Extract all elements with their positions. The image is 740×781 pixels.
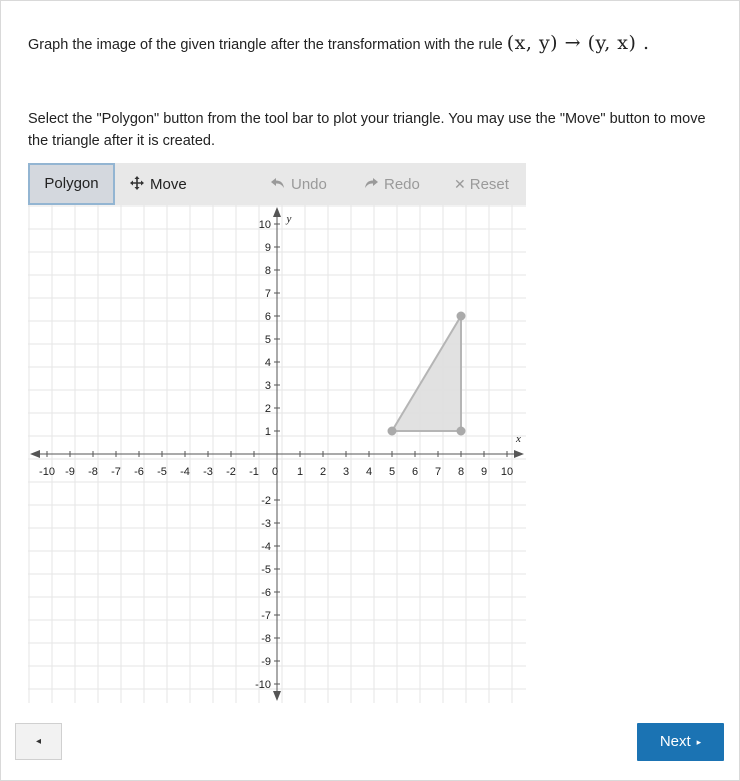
y-tick-label: 9 <box>264 242 271 254</box>
y-tick-label: 5 <box>264 334 271 346</box>
x-tick-label: 8 <box>457 466 465 478</box>
y-tick-label: -3 <box>261 518 271 530</box>
x-tick-label: 3 <box>342 466 350 478</box>
triangle-layer[interactable] <box>388 312 466 436</box>
next-button-label: Next <box>659 733 691 750</box>
undo-arrow-icon <box>271 163 285 205</box>
y-axis-up-arrow-icon <box>273 207 281 217</box>
x-tick-label: -5 <box>157 466 167 478</box>
y-tick-label: 3 <box>264 380 271 392</box>
y-tick-label: 2 <box>264 403 271 415</box>
origin-label: 0 <box>272 466 279 478</box>
x-tick-label: 7 <box>434 466 442 478</box>
x-tick-label: -10 <box>39 466 55 478</box>
y-tick-label: -2 <box>261 495 271 507</box>
y-tick-label: 7 <box>264 288 271 300</box>
x-tick-label: -2 <box>226 466 236 478</box>
triangle-vertex[interactable] <box>388 427 397 436</box>
coordinate-graph[interactable] <box>28 205 526 703</box>
y-tick-label: -6 <box>261 587 271 599</box>
polygon-button-label: Polygon <box>44 175 99 192</box>
y-tick-label: -8 <box>261 633 271 645</box>
y-axis-down-arrow-icon <box>273 691 281 701</box>
question-prompt <box>28 32 650 54</box>
x-tick-label: 1 <box>296 466 304 478</box>
graph-toolbar <box>28 163 526 205</box>
y-tick-label: 8 <box>264 265 271 277</box>
back-button[interactable] <box>15 723 62 760</box>
x-axis-left-arrow-icon <box>30 450 40 458</box>
instructions-text: Select the "Polygon" button from the tool bar to plot your triangle. You may use the "Move" button to move the triangle after it is created. <box>28 111 706 149</box>
undo-button-label: Undo <box>291 176 327 193</box>
graph-canvas[interactable] <box>28 205 526 703</box>
triangle-left-icon: ◂ <box>35 736 42 747</box>
triangle-right-icon: ▸ <box>696 737 702 747</box>
undo-button[interactable] <box>271 163 327 205</box>
x-tick-label: 5 <box>388 466 396 478</box>
y-tick-label: 1 <box>264 426 271 438</box>
redo-arrow-icon <box>364 163 378 205</box>
transformation-rule: (x, y) → (y, x) . <box>506 32 650 54</box>
y-tick-label: -10 <box>255 679 271 691</box>
triangle-vertex[interactable] <box>457 312 466 321</box>
next-button[interactable] <box>637 723 724 761</box>
move-button[interactable] <box>130 163 187 205</box>
x-tick-label: 2 <box>319 466 327 478</box>
y-tick-label: -9 <box>261 656 271 668</box>
y-tick-label: 4 <box>264 357 271 369</box>
x-axis-label: x <box>516 433 521 445</box>
axes <box>30 207 524 701</box>
reset-button[interactable] <box>454 163 509 205</box>
move-arrows-icon <box>130 163 144 205</box>
y-axis-label: y <box>286 213 292 225</box>
y-tick-label: 10 <box>258 219 271 231</box>
x-tick-label: 9 <box>480 466 488 478</box>
triangle-vertex[interactable] <box>457 427 466 436</box>
question-text: Graph the image of the given triangle after the transformation with the rule <box>28 37 503 53</box>
x-tick-label: -7 <box>111 466 121 478</box>
reset-button-label: Reset <box>469 176 509 193</box>
y-tick-label: -4 <box>261 541 271 553</box>
polygon-button[interactable] <box>28 163 115 205</box>
close-x-icon: ✕ <box>454 176 466 192</box>
move-button-label: Move <box>150 176 187 193</box>
x-tick-label: -9 <box>65 466 75 478</box>
x-tick-label: -1 <box>249 466 259 478</box>
tick-labels <box>39 213 521 691</box>
x-axis-right-arrow-icon <box>514 450 524 458</box>
y-tick-label: -7 <box>261 610 271 622</box>
x-tick-label: -6 <box>134 466 144 478</box>
x-tick-label: -8 <box>88 466 98 478</box>
y-tick-label: 6 <box>264 311 271 323</box>
redo-button-label: Redo <box>384 176 420 193</box>
x-tick-label: -3 <box>203 466 213 478</box>
x-tick-label: 10 <box>500 466 514 478</box>
given-triangle[interactable] <box>392 316 461 431</box>
x-tick-label: -4 <box>180 466 190 478</box>
y-tick-label: -5 <box>261 564 271 576</box>
x-tick-label: 4 <box>365 466 373 478</box>
redo-button[interactable] <box>364 163 420 205</box>
x-tick-label: 6 <box>411 466 419 478</box>
